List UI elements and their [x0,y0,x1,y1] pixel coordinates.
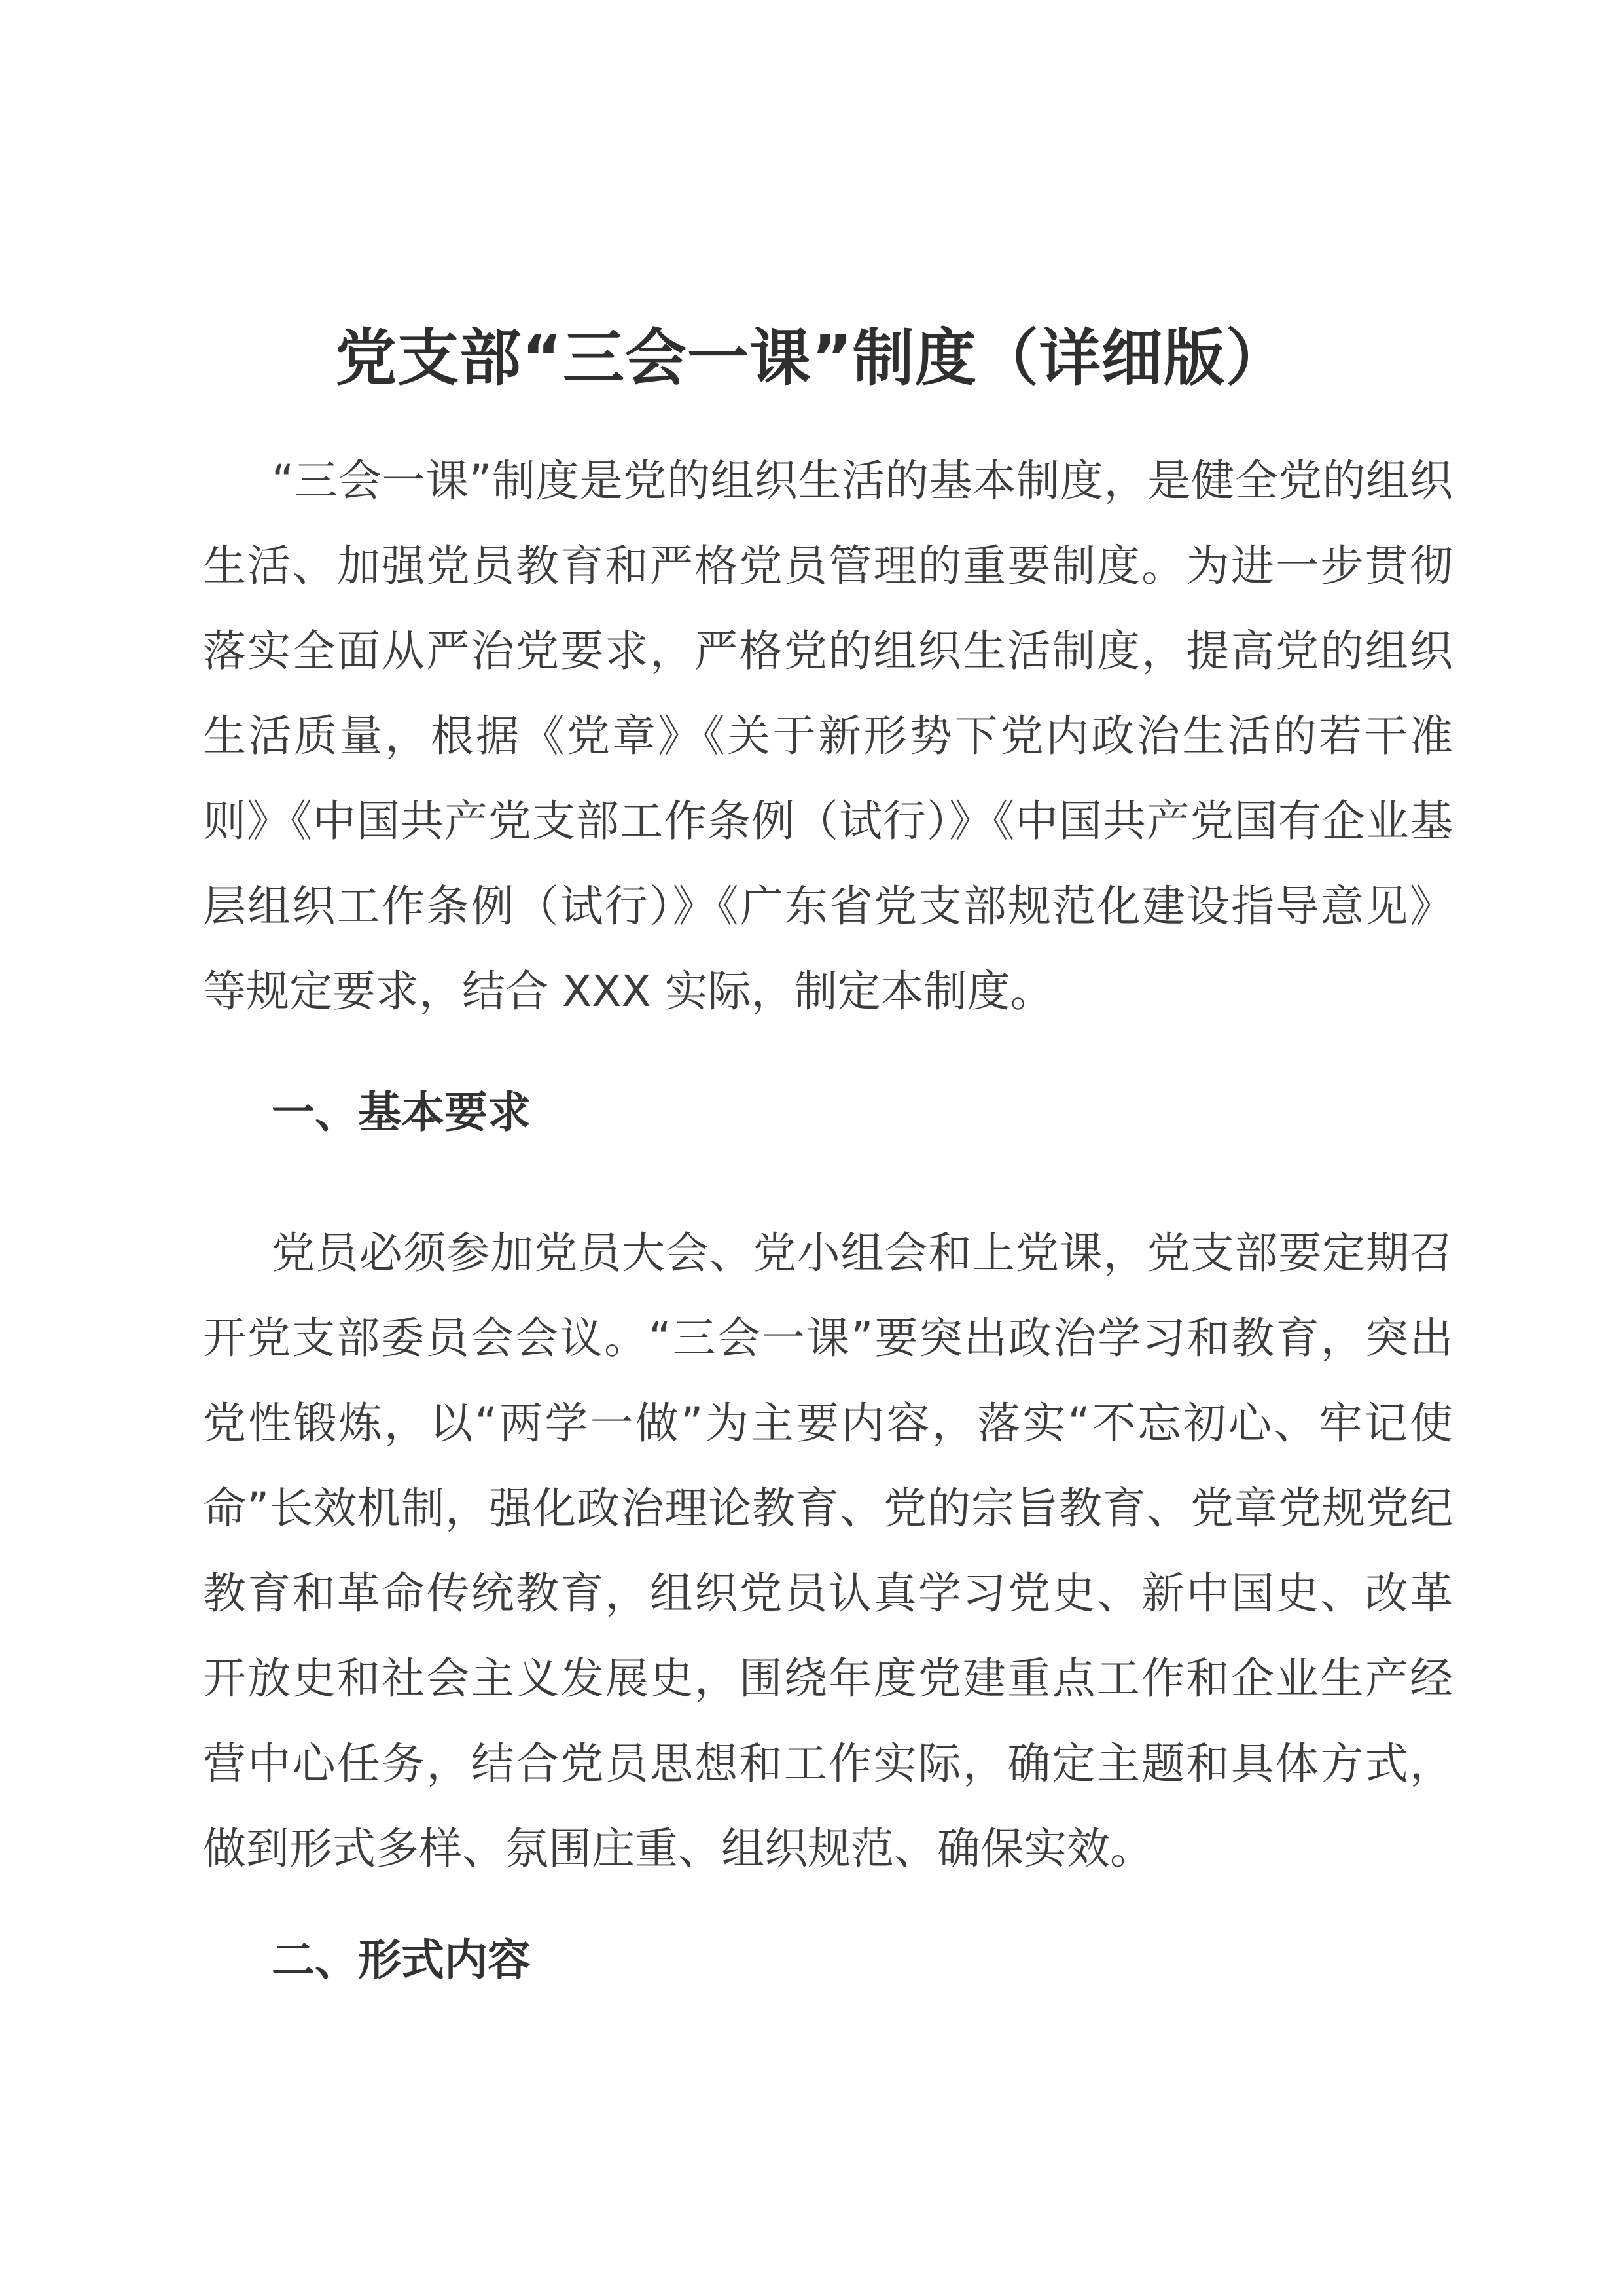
intro-paragraph: “三会一课”制度是党的组织生活的基本制度，是健全党的组织生活、加强党员教育和严格党员管理的重要制度。为进一步贯彻落实全面从严治党要求，严格党的组织生活制度，提高党的组织生活质量，根据《党章》《关于新形势下党内政治生活的若干准则》《中国共产党支部工作条例（试行）》《中国共产党国有企业基层组织工作条例（试行）》《广东省党支部规范化建设指导意见》等规定要求，结合 XXX 实际，制定本制度。 [203,456,1453,1016]
basic-requirements-paragraph: 党员必须参加党员大会、党小组会和上党课，党支部要定期召开党支部委员会会议。“三会一课”要突出政治学习和教育，突出党性锻炼，以“两学一做”为主要内容，落实“不忘初心、牢记使命”长效机制，强化政治理论教育、党的宗旨教育、党章党规党纪教育和革命传统教育，组织党员认真学习党史、新中国史、改革开放史和社会主义发展史，围绕年度党建重点工作和企业生产经营中心任务，结合党员思想和工作实际，确定主题和具体方式，做到形式多样、氛围庄重、组织规范、确保实效。 [203,1228,1453,1874]
section-heading-form-content: 二、形式内容 [272,1935,531,1985]
document-title: 党支部“三会一课”制度（详细版） [335,323,1288,394]
section-heading-basic-requirements: 一、基本要求 [272,1087,531,1138]
